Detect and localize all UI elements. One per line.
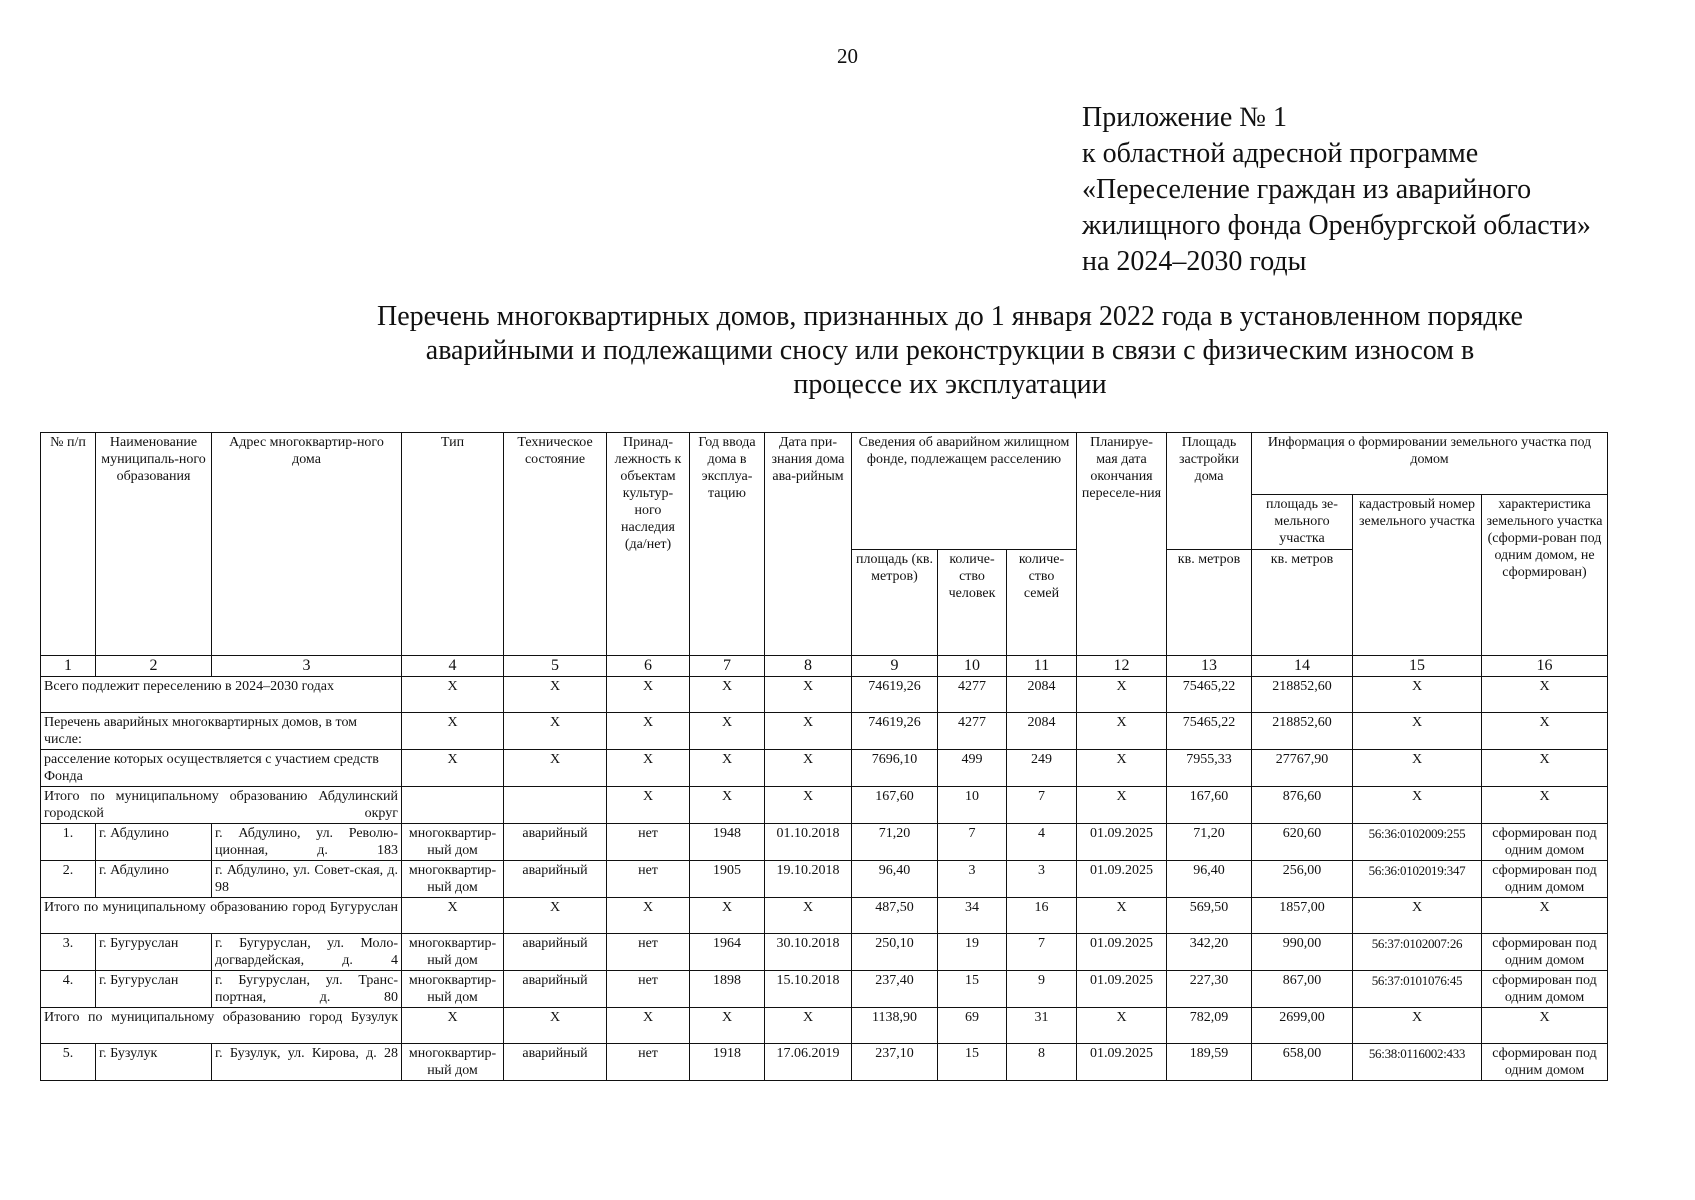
- address-cell: г. Абдулино, ул. Совет-ская, д. 98: [212, 861, 402, 898]
- land-area-cell: 867,00: [1252, 971, 1353, 1008]
- municipality-cell: г. Бугуруслан: [96, 971, 212, 1008]
- type-cell: многоквартир-ный дом: [402, 934, 504, 971]
- summary-cell: X: [402, 677, 504, 713]
- municipality-cell: г. Бугуруслан: [96, 934, 212, 971]
- summary-cell: 487,50: [852, 898, 938, 934]
- summary-cell: X: [690, 713, 765, 750]
- planned-date-cell: 01.09.2025: [1077, 824, 1167, 861]
- header-address: Адрес многоквартир-ного дома: [212, 433, 402, 656]
- summary-cell: X: [765, 750, 852, 787]
- summary-cell: X: [1353, 750, 1482, 787]
- page-number: 20: [837, 44, 858, 68]
- cadastral-cell: 56:36:0102009:255: [1353, 824, 1482, 861]
- summary-cell: 4277: [938, 677, 1007, 713]
- header-num: № п/п: [41, 433, 96, 656]
- row-number: 5.: [41, 1044, 96, 1081]
- column-number: 8: [765, 656, 852, 677]
- row-number: 1.: [41, 824, 96, 861]
- row-label: Итого по муниципальному образованию город Бугуруслан: [41, 898, 402, 934]
- municipality-cell: г. Абдулино: [96, 861, 212, 898]
- type-cell: многоквартир-ный дом: [402, 971, 504, 1008]
- address-cell: г. Бугуруслан, ул. Моло-догвардейская, д. 4: [212, 934, 402, 971]
- type-cell: многоквартир-ный дом: [402, 824, 504, 861]
- header-year: Год ввода дома в эксплуа-тацию: [690, 433, 765, 656]
- planned-date-cell: 01.09.2025: [1077, 934, 1167, 971]
- built-area-cell: 71,20: [1167, 824, 1252, 861]
- column-number: 6: [607, 656, 690, 677]
- date-cell: 19.10.2018: [765, 861, 852, 898]
- header-built-area-unit: кв. метров: [1167, 550, 1252, 656]
- summary-cell: X: [1077, 1008, 1167, 1044]
- date-cell: 30.10.2018: [765, 934, 852, 971]
- summary-row: [41, 713, 1608, 750]
- header-cadastral: кадастровый номер земельного участка: [1353, 495, 1482, 656]
- municipality-cell: г. Абдулино: [96, 824, 212, 861]
- summary-cell: X: [690, 898, 765, 934]
- title-line: Перечень многоквартирных домов, признанных до 1 января 2022 года в установленном порядке: [377, 301, 1523, 332]
- address-cell: г. Бугуруслан, ул. Транс-портная, д. 80: [212, 971, 402, 1008]
- year-cell: 1918: [690, 1044, 765, 1081]
- header-land-area: площадь зе-мельного участка: [1252, 495, 1353, 550]
- address-cell: г. Бузулук, ул. Кирова, д. 28: [212, 1044, 402, 1081]
- area-cell: 250,10: [852, 934, 938, 971]
- summary-cell: 74619,26: [852, 677, 938, 713]
- heritage-cell: нет: [607, 1044, 690, 1081]
- land-area-cell: 658,00: [1252, 1044, 1353, 1081]
- summary-cell: X: [690, 787, 765, 824]
- title-line: аварийными и подлежащими сносу или реконструкции в связи с физическим износом в: [425, 335, 1475, 366]
- appendix-line: жилищного фонда Оренбургской области»: [1082, 210, 1591, 241]
- area-cell: 237,40: [852, 971, 938, 1008]
- condition-cell: аварийный: [504, 934, 607, 971]
- land-area-cell: 990,00: [1252, 934, 1353, 971]
- table-row: [41, 861, 1608, 898]
- summary-cell: X: [504, 713, 607, 750]
- families-cell: 7: [1007, 934, 1077, 971]
- summary-cell: X: [1482, 898, 1608, 934]
- summary-cell: X: [765, 898, 852, 934]
- table-row: [41, 1044, 1608, 1081]
- planned-date-cell: 01.09.2025: [1077, 1044, 1167, 1081]
- header-municipality: Наименование муниципаль-ного образования: [96, 433, 212, 656]
- column-number: 15: [1353, 656, 1482, 677]
- condition-cell: аварийный: [504, 861, 607, 898]
- summary-cell: 75465,22: [1167, 677, 1252, 713]
- summary-cell: 569,50: [1167, 898, 1252, 934]
- column-number: 16: [1482, 656, 1608, 677]
- summary-cell: 167,60: [852, 787, 938, 824]
- cadastral-cell: 56:37:0102007:26: [1353, 934, 1482, 971]
- summary-cell: X: [402, 750, 504, 787]
- summary-cell: 2699,00: [1252, 1008, 1353, 1044]
- group-total-row: [41, 898, 1608, 934]
- summary-cell: [504, 787, 607, 824]
- row-label: Итого по муниципальному образованию Абдулинский городской округ: [41, 787, 402, 824]
- area-cell: 237,10: [852, 1044, 938, 1081]
- date-cell: 17.06.2019: [765, 1044, 852, 1081]
- address-cell: г. Абдулино, ул. Револю-ционная, д. 183: [212, 824, 402, 861]
- summary-cell: 69: [938, 1008, 1007, 1044]
- summary-cell: X: [1353, 677, 1482, 713]
- header-land-area-unit: кв. метров: [1252, 550, 1353, 656]
- summary-cell: X: [1353, 898, 1482, 934]
- column-number: 12: [1077, 656, 1167, 677]
- summary-cell: X: [504, 1008, 607, 1044]
- summary-cell: 1138,90: [852, 1008, 938, 1044]
- summary-cell: 1857,00: [1252, 898, 1353, 934]
- column-number: 2: [96, 656, 212, 677]
- planned-date-cell: 01.09.2025: [1077, 861, 1167, 898]
- summary-cell: X: [1353, 787, 1482, 824]
- condition-cell: аварийный: [504, 1044, 607, 1081]
- header-families: количе-ство семей: [1007, 550, 1077, 656]
- summary-cell: [402, 787, 504, 824]
- summary-cell: 167,60: [1167, 787, 1252, 824]
- summary-cell: X: [402, 713, 504, 750]
- type-cell: многоквартир-ный дом: [402, 861, 504, 898]
- built-area-cell: 189,59: [1167, 1044, 1252, 1081]
- row-label: Перечень аварийных многоквартирных домов, в том числе:: [41, 713, 402, 750]
- summary-cell: X: [690, 677, 765, 713]
- heritage-cell: нет: [607, 971, 690, 1008]
- group-total-row: [41, 787, 1608, 824]
- summary-cell: X: [607, 898, 690, 934]
- land-status-cell: сформирован под одним домом: [1482, 861, 1608, 898]
- appendix-heading: [1082, 100, 1591, 280]
- summary-cell: 31: [1007, 1008, 1077, 1044]
- summary-cell: X: [690, 750, 765, 787]
- land-status-cell: сформирован под одним домом: [1482, 934, 1608, 971]
- summary-cell: 4277: [938, 713, 1007, 750]
- summary-cell: X: [765, 713, 852, 750]
- summary-cell: 75465,22: [1167, 713, 1252, 750]
- heritage-cell: нет: [607, 824, 690, 861]
- municipality-cell: г. Бузулук: [96, 1044, 212, 1081]
- summary-cell: X: [1077, 898, 1167, 934]
- planned-date-cell: 01.09.2025: [1077, 971, 1167, 1008]
- summary-cell: X: [765, 677, 852, 713]
- land-status-cell: сформирован под одним домом: [1482, 824, 1608, 861]
- header-land-status: характеристика земельного участка (сформи-рован под одним домом, не сформирован): [1482, 495, 1608, 656]
- row-number: 2.: [41, 861, 96, 898]
- summary-cell: X: [504, 750, 607, 787]
- summary-row: [41, 750, 1608, 787]
- land-status-cell: сформирован под одним домом: [1482, 1044, 1608, 1081]
- date-cell: 01.10.2018: [765, 824, 852, 861]
- summary-cell: X: [1353, 713, 1482, 750]
- people-cell: 15: [938, 1044, 1007, 1081]
- column-number: 14: [1252, 656, 1353, 677]
- families-cell: 8: [1007, 1044, 1077, 1081]
- families-cell: 9: [1007, 971, 1077, 1008]
- summary-cell: 249: [1007, 750, 1077, 787]
- column-number: 5: [504, 656, 607, 677]
- summary-cell: 499: [938, 750, 1007, 787]
- summary-cell: X: [1482, 677, 1608, 713]
- header-land-group: Информация о формировании земельного участка под домом: [1252, 433, 1608, 495]
- built-area-cell: 96,40: [1167, 861, 1252, 898]
- summary-cell: 7696,10: [852, 750, 938, 787]
- header-people: количе-ство человек: [938, 550, 1007, 656]
- summary-cell: 2084: [1007, 677, 1077, 713]
- summary-cell: X: [1077, 750, 1167, 787]
- summary-cell: 782,09: [1167, 1008, 1252, 1044]
- people-cell: 19: [938, 934, 1007, 971]
- row-number: 3.: [41, 934, 96, 971]
- row-label: Итого по муниципальному образованию город Бузулук: [41, 1008, 402, 1044]
- cadastral-cell: 56:38:0116002:433: [1353, 1044, 1482, 1081]
- summary-cell: X: [765, 1008, 852, 1044]
- column-number: 1: [41, 656, 96, 677]
- header-housing-group: Сведения об аварийном жилищном фонде, подлежащем расселению: [852, 433, 1077, 550]
- summary-cell: X: [1482, 713, 1608, 750]
- row-number: 4.: [41, 971, 96, 1008]
- summary-cell: X: [504, 898, 607, 934]
- column-number: 11: [1007, 656, 1077, 677]
- summary-cell: X: [1077, 713, 1167, 750]
- document-title: [300, 300, 1600, 402]
- summary-cell: X: [402, 1008, 504, 1044]
- header-type: Тип: [402, 433, 504, 656]
- area-cell: 96,40: [852, 861, 938, 898]
- table-row: [41, 971, 1608, 1008]
- table-row: [41, 934, 1608, 971]
- heritage-cell: нет: [607, 934, 690, 971]
- summary-cell: 34: [938, 898, 1007, 934]
- summary-cell: X: [504, 677, 607, 713]
- year-cell: 1898: [690, 971, 765, 1008]
- date-cell: 15.10.2018: [765, 971, 852, 1008]
- land-area-cell: 620,60: [1252, 824, 1353, 861]
- housing-table: [40, 432, 1608, 1081]
- land-area-cell: 256,00: [1252, 861, 1353, 898]
- column-number: 3: [212, 656, 402, 677]
- header-area: площадь (кв. метров): [852, 550, 938, 656]
- summary-cell: X: [607, 677, 690, 713]
- summary-cell: 74619,26: [852, 713, 938, 750]
- appendix-line: на 2024–2030 годы: [1082, 246, 1307, 277]
- year-cell: 1948: [690, 824, 765, 861]
- area-cell: 71,20: [852, 824, 938, 861]
- summary-cell: 10: [938, 787, 1007, 824]
- summary-cell: 7955,33: [1167, 750, 1252, 787]
- summary-cell: X: [607, 713, 690, 750]
- land-status-cell: сформирован под одним домом: [1482, 971, 1608, 1008]
- header-heritage: Принад-лежность к объектам культур-ного наследия (да/нет): [607, 433, 690, 656]
- families-cell: 3: [1007, 861, 1077, 898]
- summary-cell: X: [1353, 1008, 1482, 1044]
- summary-cell: X: [765, 787, 852, 824]
- header-date: Дата при-знания дома ава-рийным: [765, 433, 852, 656]
- year-cell: 1905: [690, 861, 765, 898]
- summary-cell: X: [1482, 750, 1608, 787]
- header-built-area: Площадь застройки дома: [1167, 433, 1252, 550]
- table-row: [41, 824, 1608, 861]
- column-number: 7: [690, 656, 765, 677]
- people-cell: 15: [938, 971, 1007, 1008]
- appendix-line: к областной адресной программе: [1082, 138, 1479, 169]
- row-label: расселение которых осуществляется с участием средств Фонда: [41, 750, 402, 787]
- column-number: 4: [402, 656, 504, 677]
- heritage-cell: нет: [607, 861, 690, 898]
- type-cell: многоквартир-ный дом: [402, 1044, 504, 1081]
- people-cell: 3: [938, 861, 1007, 898]
- summary-cell: 16: [1007, 898, 1077, 934]
- people-cell: 7: [938, 824, 1007, 861]
- condition-cell: аварийный: [504, 824, 607, 861]
- summary-cell: 876,60: [1252, 787, 1353, 824]
- cadastral-cell: 56:37:0101076:45: [1353, 971, 1482, 1008]
- column-number: 9: [852, 656, 938, 677]
- summary-cell: X: [402, 898, 504, 934]
- header-condition: Техническое состояние: [504, 433, 607, 656]
- row-label: Всего подлежит переселению в 2024–2030 годах: [41, 677, 402, 713]
- title-line: процессе их эксплуатации: [793, 369, 1107, 400]
- column-number-row: [41, 656, 1608, 677]
- summary-cell: X: [607, 787, 690, 824]
- header-planned: Планируе-мая дата окончания переселе-ния: [1077, 433, 1167, 656]
- built-area-cell: 227,30: [1167, 971, 1252, 1008]
- appendix-line: «Переселение граждан из аварийного: [1082, 174, 1532, 205]
- condition-cell: аварийный: [504, 971, 607, 1008]
- built-area-cell: 342,20: [1167, 934, 1252, 971]
- year-cell: 1964: [690, 934, 765, 971]
- cadastral-cell: 56:36:0102019:347: [1353, 861, 1482, 898]
- column-number: 13: [1167, 656, 1252, 677]
- appendix-line: Приложение № 1: [1082, 102, 1287, 133]
- summary-cell: X: [607, 1008, 690, 1044]
- summary-row: [41, 677, 1608, 713]
- summary-cell: X: [1482, 1008, 1608, 1044]
- summary-cell: 218852,60: [1252, 713, 1353, 750]
- families-cell: 4: [1007, 824, 1077, 861]
- group-total-row: [41, 1008, 1608, 1044]
- header-row: [41, 433, 1608, 495]
- summary-cell: X: [690, 1008, 765, 1044]
- summary-cell: 27767,90: [1252, 750, 1353, 787]
- summary-cell: 2084: [1007, 713, 1077, 750]
- column-number: 10: [938, 656, 1007, 677]
- summary-cell: 7: [1007, 787, 1077, 824]
- summary-cell: 218852,60: [1252, 677, 1353, 713]
- summary-cell: X: [1077, 677, 1167, 713]
- summary-cell: X: [1482, 787, 1608, 824]
- summary-cell: X: [607, 750, 690, 787]
- summary-cell: X: [1077, 787, 1167, 824]
